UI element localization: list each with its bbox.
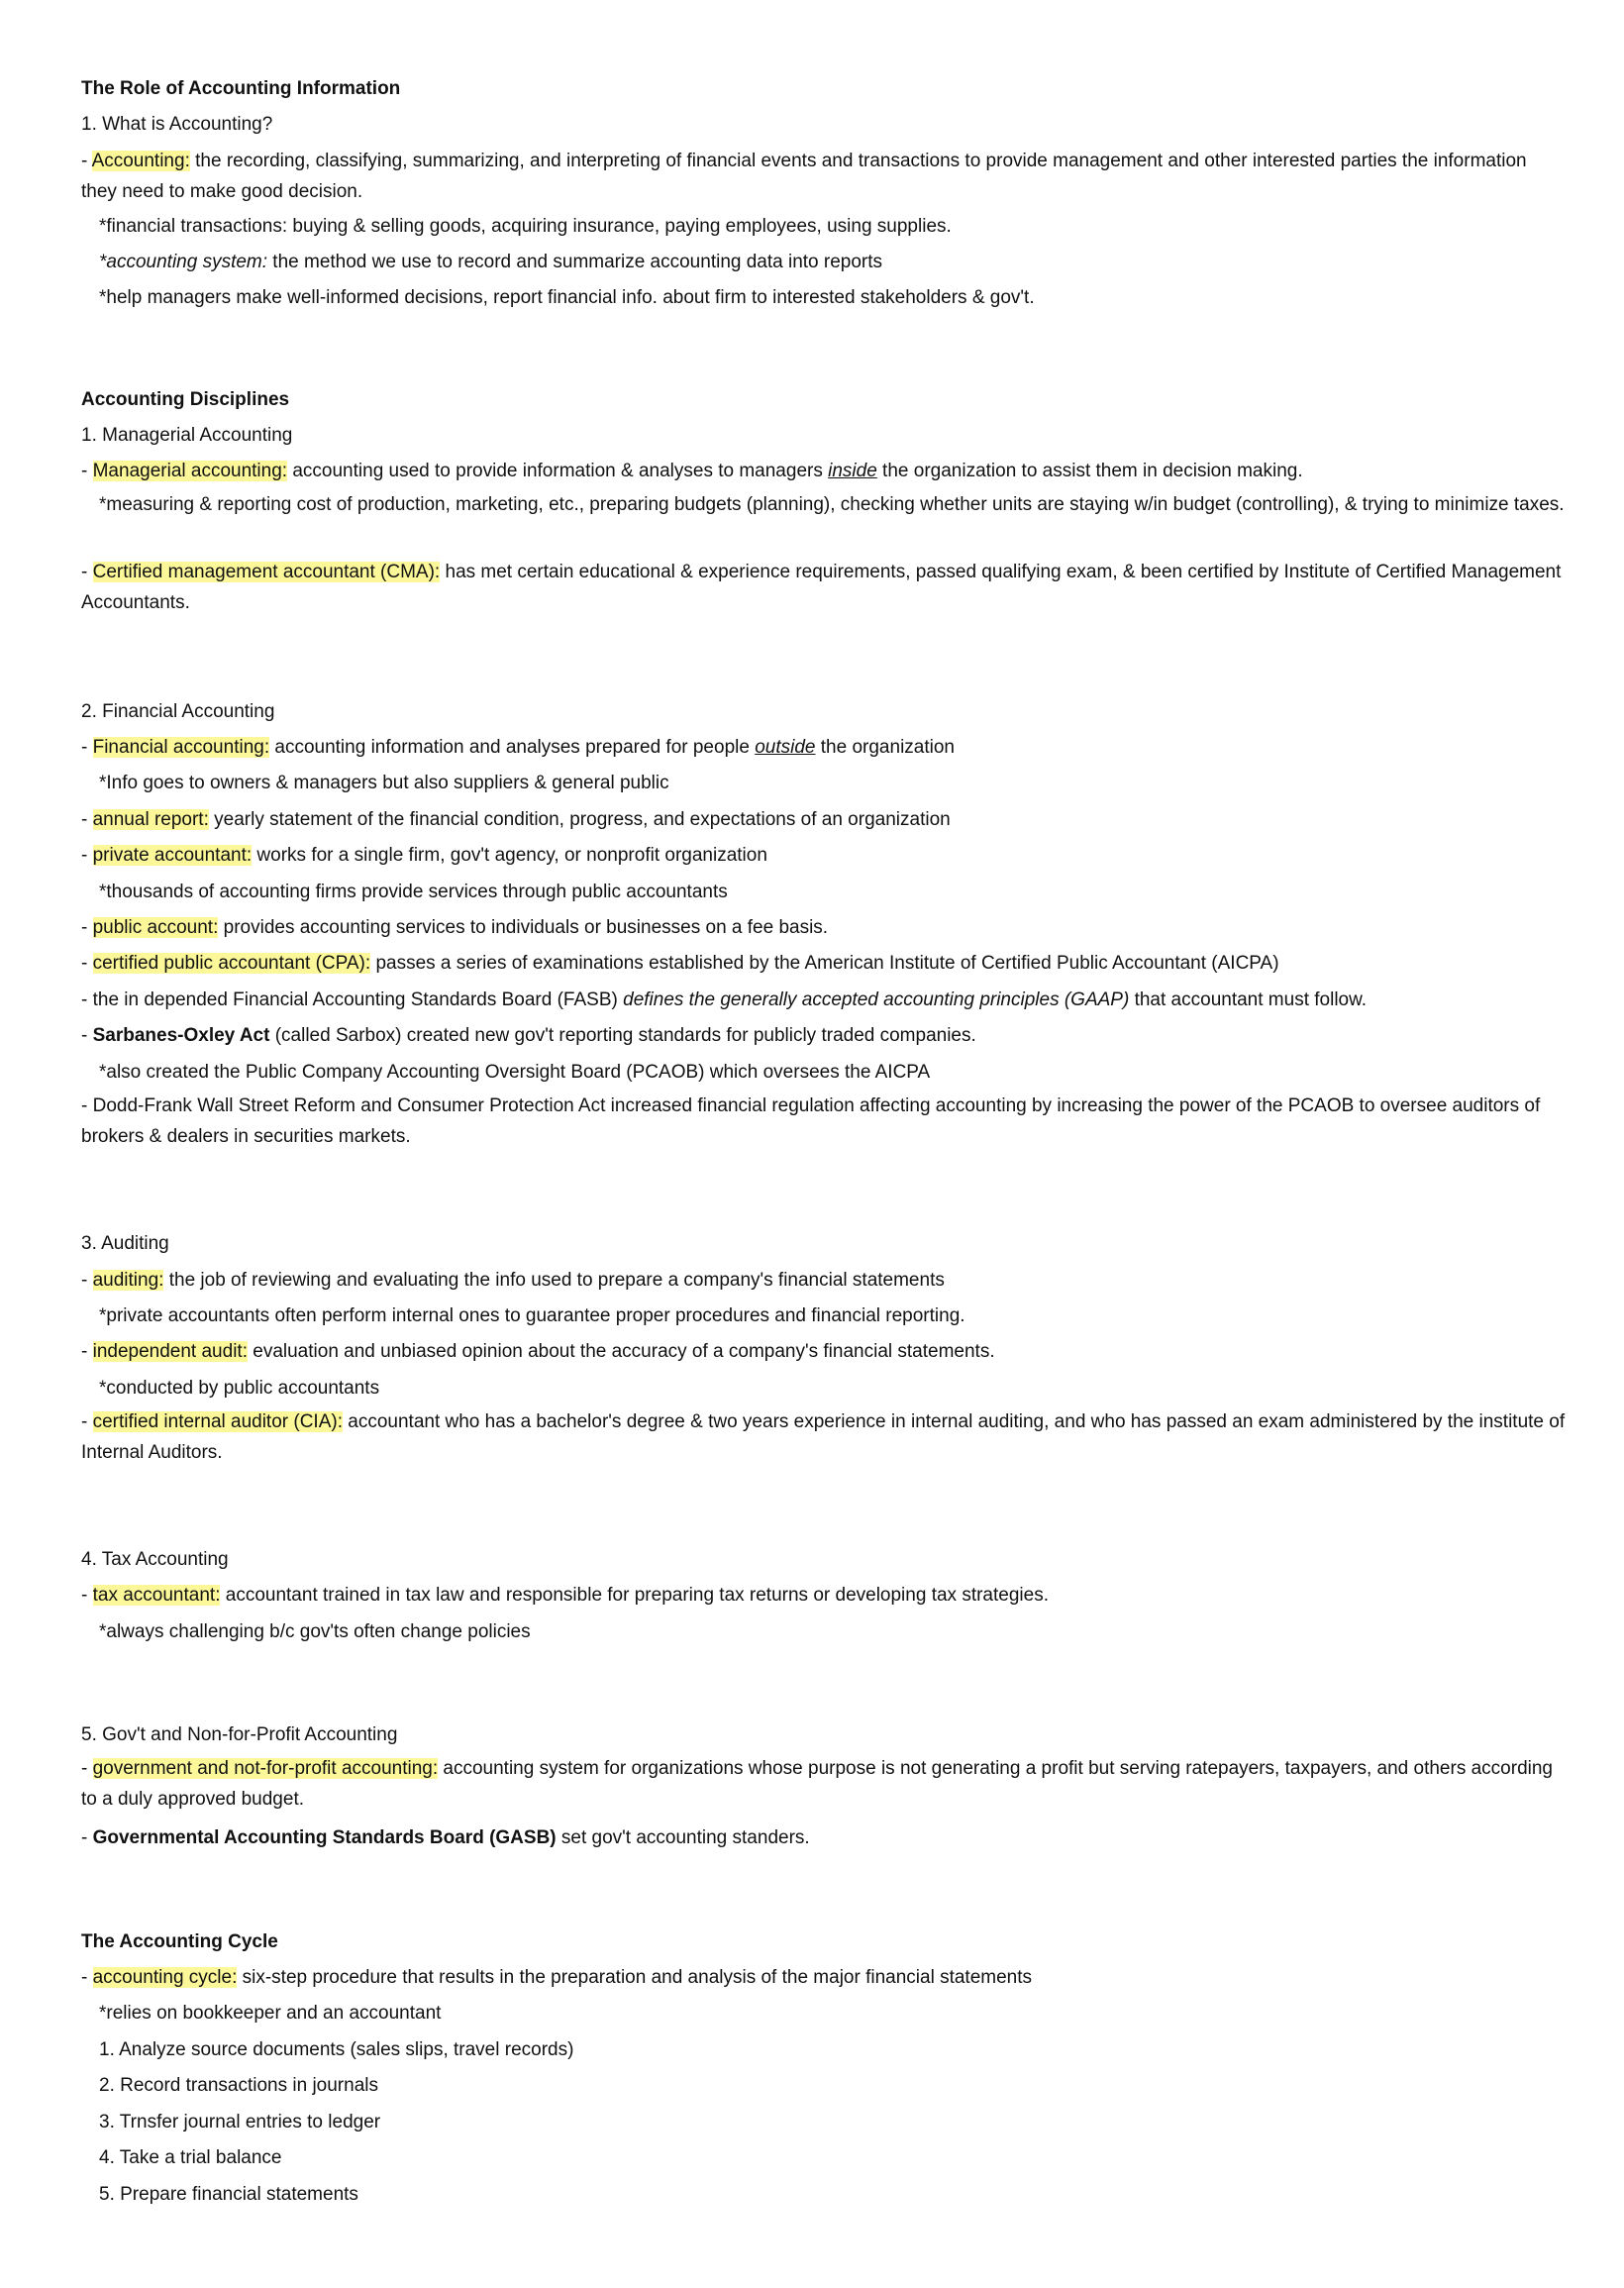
term-highlight: auditing: <box>92 1270 164 1291</box>
definition-private-accountant: - private accountant: works for a single firm, gov't agency, or nonprofit organization <box>81 845 767 866</box>
term-highlight: certified public accountant (CPA): <box>92 953 371 974</box>
definition-managerial-accounting: - Managerial accounting: accounting used to provide information & analyses to managers inside the organization to assist them in decision making. <box>81 461 1303 481</box>
term-highlight: public account: <box>92 917 219 938</box>
note-help-managers: *help managers make well-informed decisions, report financial info. about firm to interested stakeholders & gov't. <box>99 287 1035 308</box>
term-highlight: private accountant: <box>92 845 253 866</box>
subheading-managerial: 1. Managerial Accounting <box>81 425 293 446</box>
cycle-step: 4. Take a trial balance <box>99 2147 282 2168</box>
term-highlight: Certified management accountant (CMA): <box>92 562 441 582</box>
section-heading-accounting-cycle: The Accounting Cycle <box>81 1931 278 1952</box>
section-heading-role: The Role of Accounting Information <box>81 78 401 99</box>
definition-cma: - Certified management accountant (CMA): has met certain educational & experience requirements, passed qualifying exam, & been certified by Institute of Certified Management Accountants. <box>81 562 1562 613</box>
note-accounting-system: *accounting system: the method we use to record and summarize accounting data into reports <box>99 252 883 272</box>
note-private-accountants-internal: *private accountants often perform internal ones to guarantee proper procedures and financial reporting. <box>99 1305 965 1326</box>
note-gasb: - Governmental Accounting Standards Board (GASB) set gov't accounting standers. <box>81 1827 810 1848</box>
definition-financial-accounting: - Financial accounting: accounting information and analyses prepared for people outside the organization <box>81 737 955 758</box>
note-financial-transactions: *financial transactions: buying & selling goods, acquiring insurance, paying employees, using supplies. <box>99 216 952 237</box>
term-highlight: Financial accounting: <box>92 737 270 758</box>
definition-independent-audit: - independent audit: evaluation and unbiased opinion about the accuracy of a company's financial statements. <box>81 1341 995 1362</box>
term-highlight: independent audit: <box>92 1341 248 1362</box>
definition-public-account: - public account: provides accounting services to individuals or businesses on a fee basis. <box>81 917 829 938</box>
subheading-tax-accounting: 4. Tax Accounting <box>81 1549 229 1570</box>
cycle-step: 1. Analyze source documents (sales slips, travel records) <box>99 2039 574 2060</box>
subheading-auditing: 3. Auditing <box>81 1233 169 1254</box>
term-highlight: annual report: <box>92 809 209 830</box>
term-highlight: certified internal auditor (CIA): <box>92 1411 343 1432</box>
section-heading-disciplines: Accounting Disciplines <box>81 389 290 410</box>
note-sarbanes-oxley: - Sarbanes-Oxley Act (called Sarbox) created new gov't reporting standards for publicly traded companies. <box>81 1025 976 1046</box>
note-fasb: - the in depended Financial Accounting Standards Board (FASB) defines the generally accepted accounting principles (GAAP) that accountant must follow. <box>81 989 1368 1010</box>
term-highlight: government and not-for-profit accounting: <box>92 1758 439 1779</box>
cycle-step: 3. Trnsfer journal entries to ledger <box>99 2112 381 2132</box>
note-relies-on-bookkeeper: *relies on bookkeeper and an accountant <box>99 2003 442 2024</box>
term-highlight: Accounting: <box>91 151 190 171</box>
term-highlight: accounting cycle: <box>92 1967 238 1988</box>
note-dodd-frank: - Dodd-Frank Wall Street Reform and Consumer Protection Act increased financial regulation affecting accounting by increasing the power of the PCAOB to oversee auditors of brokers & dealers in securities markets. <box>81 1095 1541 1147</box>
definition-govt-nonprofit-accounting: - government and not-for-profit accounting: accounting system for organizations whose purpose is not generating a profit but serving ratepayers, taxpayers, and others according to a duly approved budget. <box>81 1758 1553 1810</box>
note-thousands-firms: *thousands of accounting firms provide services through public accountants <box>99 882 728 902</box>
note-info-goes: *Info goes to owners & managers but also suppliers & general public <box>99 773 669 793</box>
definition-cpa: - certified public accountant (CPA): passes a series of examinations established by the American Institute of Certified Public Accountant (AICPA) <box>81 953 1279 974</box>
definition-tax-accountant: - tax accountant: accountant trained in tax law and responsible for preparing tax returns or developing tax strategies. <box>81 1585 1049 1606</box>
definition-accounting-cycle: - accounting cycle: six-step procedure that results in the preparation and analysis of the major financial statements <box>81 1967 1033 1988</box>
cycle-step: 5. Prepare financial statements <box>99 2184 358 2205</box>
definition-auditing: - auditing: the job of reviewing and evaluating the info used to prepare a company's financial statements <box>81 1270 945 1291</box>
note-always-challenging: *always challenging b/c gov'ts often change policies <box>99 1621 531 1642</box>
cycle-step: 2. Record transactions in journals <box>99 2075 378 2096</box>
term-highlight: tax accountant: <box>92 1585 221 1606</box>
note-measuring-reporting: *measuring & reporting cost of production, marketing, etc., preparing budgets (planning), checking whether units are staying w/in budget (controlling), & trying to minimize taxes. <box>99 494 1565 515</box>
note-conducted-by-public: *conducted by public accountants <box>99 1378 380 1399</box>
subheading-financial: 2. Financial Accounting <box>81 701 275 722</box>
note-pcaob: *also created the Public Company Accounting Oversight Board (PCAOB) which oversees the AICPA <box>99 1062 931 1083</box>
definition-accounting: - Accounting: the recording, classifying, summarizing, and interpreting of financial events and transactions to provide management and other interested parties the information they need to make good decision. <box>81 151 1527 202</box>
subheading-what-is-accounting: 1. What is Accounting? <box>81 114 273 135</box>
definition-annual-report: - annual report: yearly statement of the financial condition, progress, and expectations of an organization <box>81 809 951 830</box>
term-highlight: Managerial accounting: <box>92 461 288 481</box>
definition-cia: - certified internal auditor (CIA): accountant who has a bachelor's degree & two years experience in internal auditing, and who has passed an exam administered by the institute of Internal Auditors. <box>81 1411 1566 1463</box>
subheading-govt-nonprofit: 5. Gov't and Non-for-Profit Accounting <box>81 1724 398 1745</box>
